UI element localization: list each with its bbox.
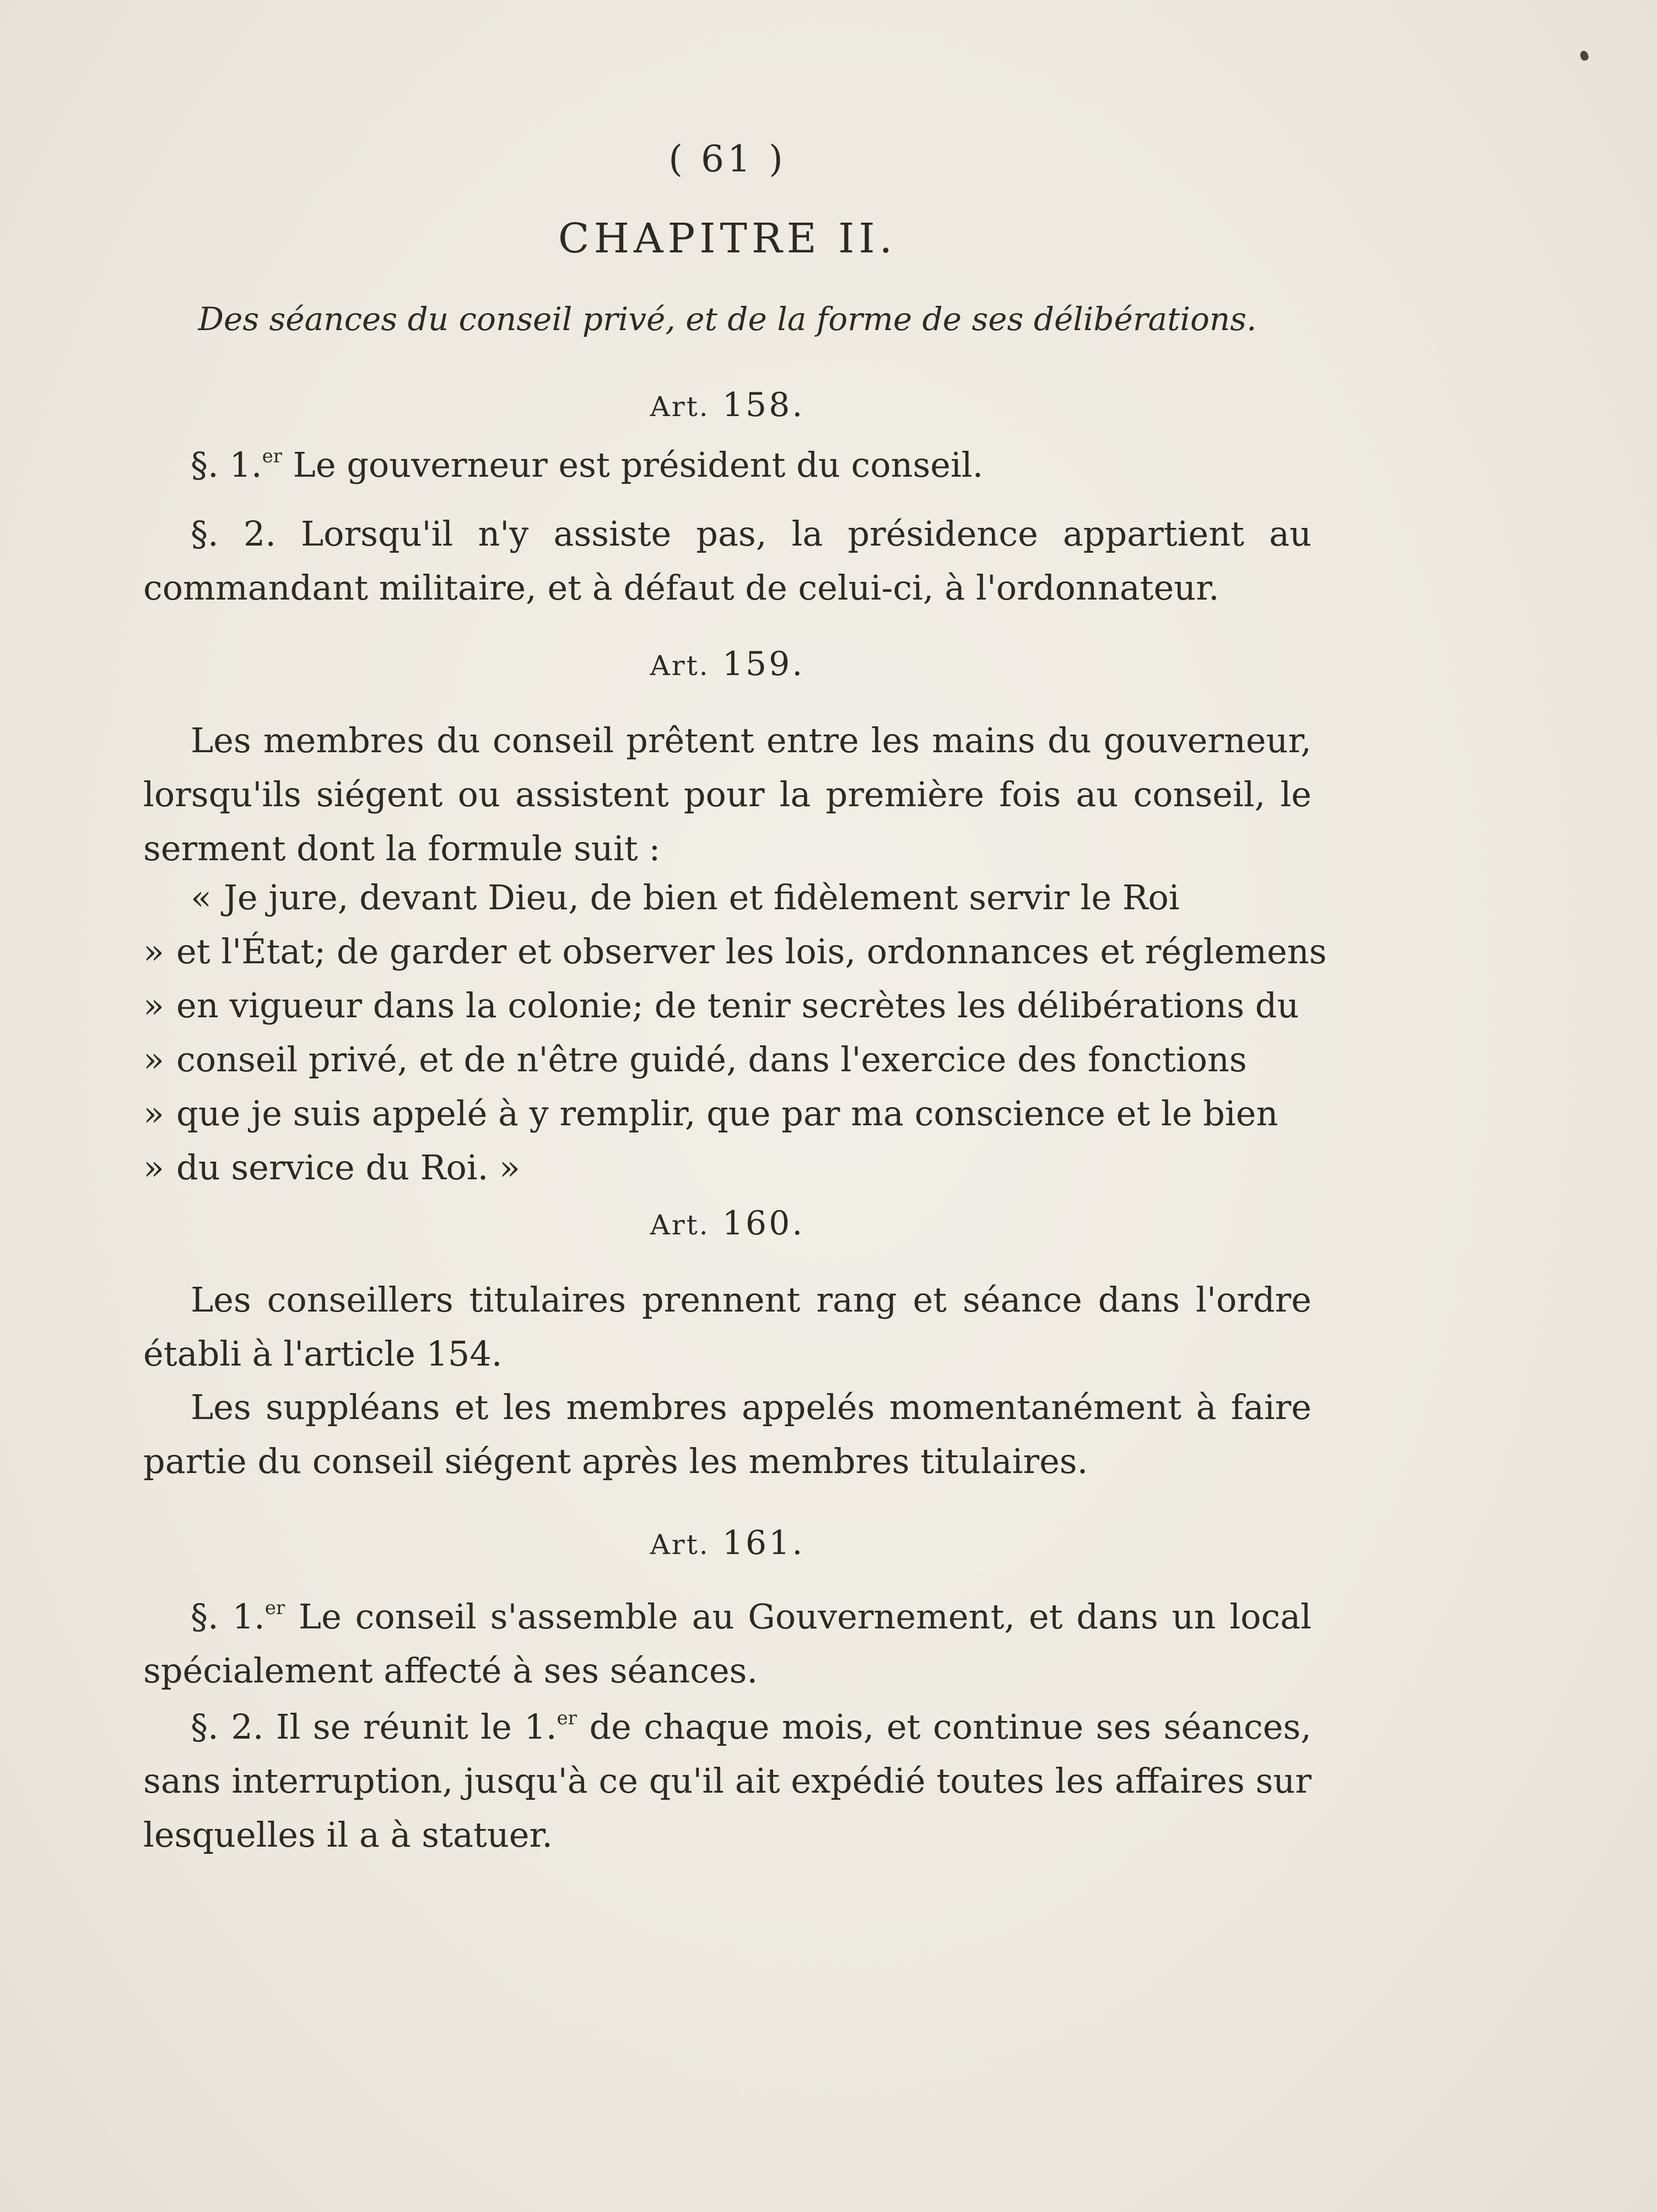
quote-mark: » bbox=[143, 1039, 164, 1080]
section-mark: §. 1. bbox=[191, 445, 262, 485]
quote-mark: » bbox=[143, 1093, 164, 1134]
oath-formula bbox=[143, 871, 1327, 1195]
section-mark: §. 1. bbox=[191, 1596, 265, 1637]
chapter-subtitle: Des séances du conseil privé, et de la forme de ses délibérations. bbox=[198, 300, 1257, 338]
oath-line bbox=[143, 871, 1311, 925]
article-158-paragraph-2: §. 2. Lorsqu'il n'y assiste pas, la présidence appartient au commandant militaire, et à défaut de celui-ci, à l'ordonnateur. bbox=[143, 514, 1311, 608]
page-number: ( 61 ) bbox=[668, 138, 786, 180]
section-mark: §. 2. Il se réunit le 1. bbox=[191, 1707, 557, 1747]
paragraph-text: Le gouverneur est président du conseil. bbox=[282, 445, 984, 485]
oath-line bbox=[143, 925, 1327, 979]
quote-mark: » bbox=[143, 931, 164, 972]
article-160-heading bbox=[143, 1204, 1311, 1243]
article-161-heading bbox=[143, 1524, 1311, 1562]
article-number: 159. bbox=[722, 645, 805, 683]
quote-mark: « bbox=[191, 877, 212, 918]
oath-line bbox=[143, 1141, 1311, 1195]
article-160-paragraph-1: Les conseillers titulaires prennent rang et séance dans l'ordre établi à l'article 154. bbox=[143, 1280, 1311, 1374]
ordinal-superscript: er bbox=[265, 1597, 285, 1619]
article-number: 160. bbox=[722, 1204, 805, 1243]
oath-line bbox=[143, 1033, 1311, 1087]
article-prefix: Art. bbox=[650, 650, 710, 682]
oath-line-text: du service du Roi. » bbox=[176, 1147, 520, 1188]
oath-line-text: Je jure, devant Dieu, de bien et fidèlement servir le Roi bbox=[224, 877, 1180, 918]
oath-line-text: que je suis appelé à y remplir, que par ma conscience et le bien bbox=[176, 1093, 1278, 1134]
article-160-paragraph-2: Les suppléans et les membres appelés momentanément à faire partie du conseil siégent après les membres titulaires. bbox=[143, 1387, 1311, 1481]
oath-line bbox=[143, 1087, 1311, 1141]
quote-mark: » bbox=[143, 1147, 164, 1188]
article-159-paragraph: Les membres du conseil prêtent entre les mains du gouverneur, lorsqu'ils siégent ou assistent pour la première fois au conseil, le serment dont la formule suit : bbox=[143, 720, 1311, 868]
article-number: 158. bbox=[722, 386, 805, 424]
quote-mark: » bbox=[143, 985, 164, 1026]
oath-line-text: conseil privé, et de n'être guidé, dans l'exercice des fonctions bbox=[176, 1039, 1247, 1080]
paragraph-text: Le conseil s'assemble au Gouvernement, et dans un local spécialement affecté à ses séances. bbox=[143, 1596, 1311, 1691]
article-number: 161. bbox=[722, 1524, 805, 1562]
oath-line-text: et l'État; de garder et observer les lois, ordonnances et réglemens bbox=[176, 931, 1327, 972]
article-159-heading bbox=[143, 645, 1311, 683]
article-prefix: Art. bbox=[650, 1529, 710, 1561]
article-161-paragraph-1 bbox=[143, 1590, 1311, 1698]
ink-spot bbox=[1579, 50, 1589, 62]
oath-line bbox=[143, 979, 1311, 1033]
article-161-paragraph-2 bbox=[143, 1700, 1311, 1862]
article-158-heading bbox=[143, 386, 1311, 424]
article-prefix: Art. bbox=[650, 391, 710, 423]
oath-line-text: en vigueur dans la colonie; de tenir secrètes les délibérations du bbox=[176, 985, 1299, 1026]
paragraph-text: de chaque mois, et continue ses séances, sans interruption, jusqu'à ce qu'il ait expédié toutes les affaires sur lesquelles il a à statuer. bbox=[143, 1707, 1311, 1855]
ordinal-superscript: er bbox=[262, 445, 282, 467]
chapter-title: CHAPITRE II. bbox=[558, 215, 897, 262]
article-158-paragraph-1 bbox=[143, 438, 1311, 492]
article-prefix: Art. bbox=[650, 1209, 710, 1241]
ordinal-superscript: er bbox=[557, 1707, 577, 1729]
